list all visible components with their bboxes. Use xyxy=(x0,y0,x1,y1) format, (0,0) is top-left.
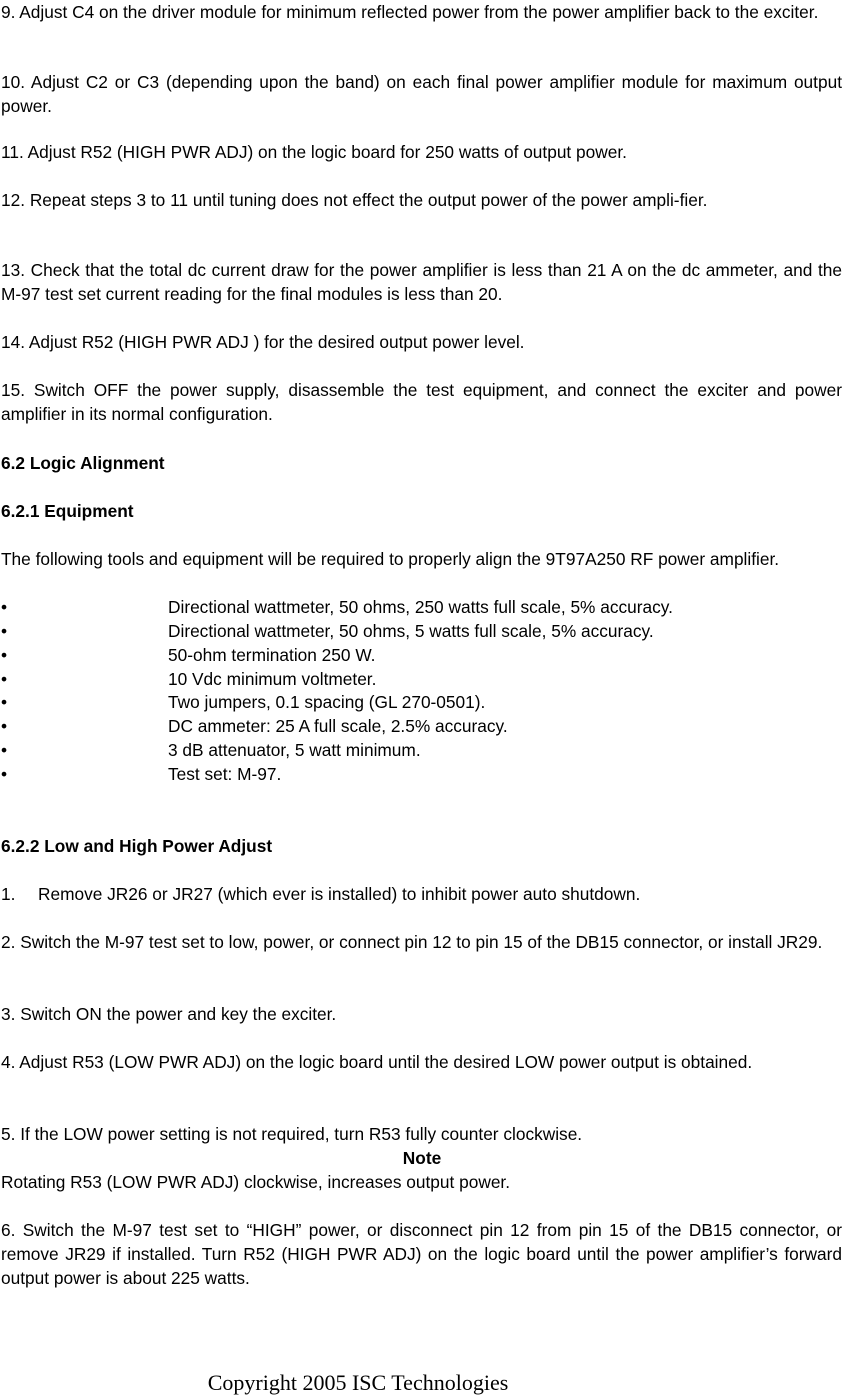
step-13: 13. Check that the total dc current draw for the power amplifier is less than 21 A on the dc ammeter, and the M-97 test set current reading for the final modules is less than 20. xyxy=(1,260,842,304)
step-14: 14. Adjust R52 (HIGH PWR ADJ ) for the desired output power level. xyxy=(1,332,525,352)
bullet-marker: • xyxy=(1,597,8,617)
equipment-item-text: Two jumpers, 0.1 spacing (GL 270-0501). xyxy=(168,692,486,712)
step-15: 15. Switch OFF the power supply, disassemble the test equipment, and connect the exciter and power amplifier in its normal configuration. xyxy=(1,380,842,424)
note-text: Rotating R53 (LOW PWR ADJ) clockwise, increases output power. xyxy=(1,1172,511,1192)
step-1-text: Remove JR26 or JR27 (which ever is installed) to inhibit power auto shutdown. xyxy=(38,884,641,904)
note-heading: Note xyxy=(402,1148,442,1168)
bullet-marker: • xyxy=(1,621,8,641)
step-9: 9. Adjust C4 on the driver module for minimum reflected power from the power amplifier back to the exciter. xyxy=(1,2,819,22)
equipment-item-text: 3 dB attenuator, 5 watt minimum. xyxy=(168,740,421,760)
section-heading-power-adjust: 6.2.2 Low and High Power Adjust xyxy=(1,836,273,856)
bullet-marker: • xyxy=(1,716,8,736)
equipment-item-text: Directional wattmeter, 50 ohms, 5 watts full scale, 5% accuracy. xyxy=(168,621,654,641)
equipment-item-text: DC ammeter: 25 A full scale, 2.5% accuracy. xyxy=(168,716,508,736)
equipment-item-text: Test set: M-97. xyxy=(168,764,282,784)
section-heading-equipment: 6.2.1 Equipment xyxy=(1,501,134,521)
equipment-item-text: 10 Vdc minimum voltmeter. xyxy=(168,669,377,689)
bullet-marker: • xyxy=(1,740,8,760)
bullet-marker: • xyxy=(1,692,8,712)
step-2: 2. Switch the M-97 test set to low, power, or connect pin 12 to pin 15 of the DB15 connector, or install JR29. xyxy=(1,932,823,952)
section-heading-logic-alignment: 6.2 Logic Alignment xyxy=(1,453,165,473)
step-4: 4. Adjust R53 (LOW PWR ADJ) on the logic board until the desired LOW power output is obtained. xyxy=(1,1052,753,1072)
bullet-marker: • xyxy=(1,764,8,784)
equipment-item-text: Directional wattmeter, 50 ohms, 250 watts full scale, 5% accuracy. xyxy=(168,597,673,617)
step-3: 3. Switch ON the power and key the exciter. xyxy=(1,1004,337,1024)
step-10: 10. Adjust C2 or C3 (depending upon the band) on each final power amplifier module for maximum output power. xyxy=(1,72,842,116)
copyright-footer: Copyright 2005 ISC Technologies xyxy=(207,1370,509,1395)
step-6: 6. Switch the M-97 test set to “HIGH” power, or disconnect pin 12 from pin 15 of the DB15 connector, or remove JR29 if installed. Turn R52 (HIGH PWR ADJ) on the logic board until the power amplifier’s forward output power is about 225 watts. xyxy=(1,1220,842,1288)
step-5: 5. If the LOW power setting is not required, turn R53 fully counter clockwise. xyxy=(1,1124,583,1144)
equipment-intro: The following tools and equipment will be required to properly align the 9T97A250 RF power amplifier. xyxy=(1,549,780,569)
step-11: 11. Adjust R52 (HIGH PWR ADJ) on the logic board for 250 watts of output power. xyxy=(1,142,627,162)
step-12: 12. Repeat steps 3 to 11 until tuning does not effect the output power of the power ampli-fier. xyxy=(1,190,708,210)
equipment-item-text: 50-ohm termination 250 W. xyxy=(168,645,376,665)
bullet-marker: • xyxy=(1,645,8,665)
bullet-marker: • xyxy=(1,669,8,689)
step-1-number: 1. xyxy=(1,884,16,904)
